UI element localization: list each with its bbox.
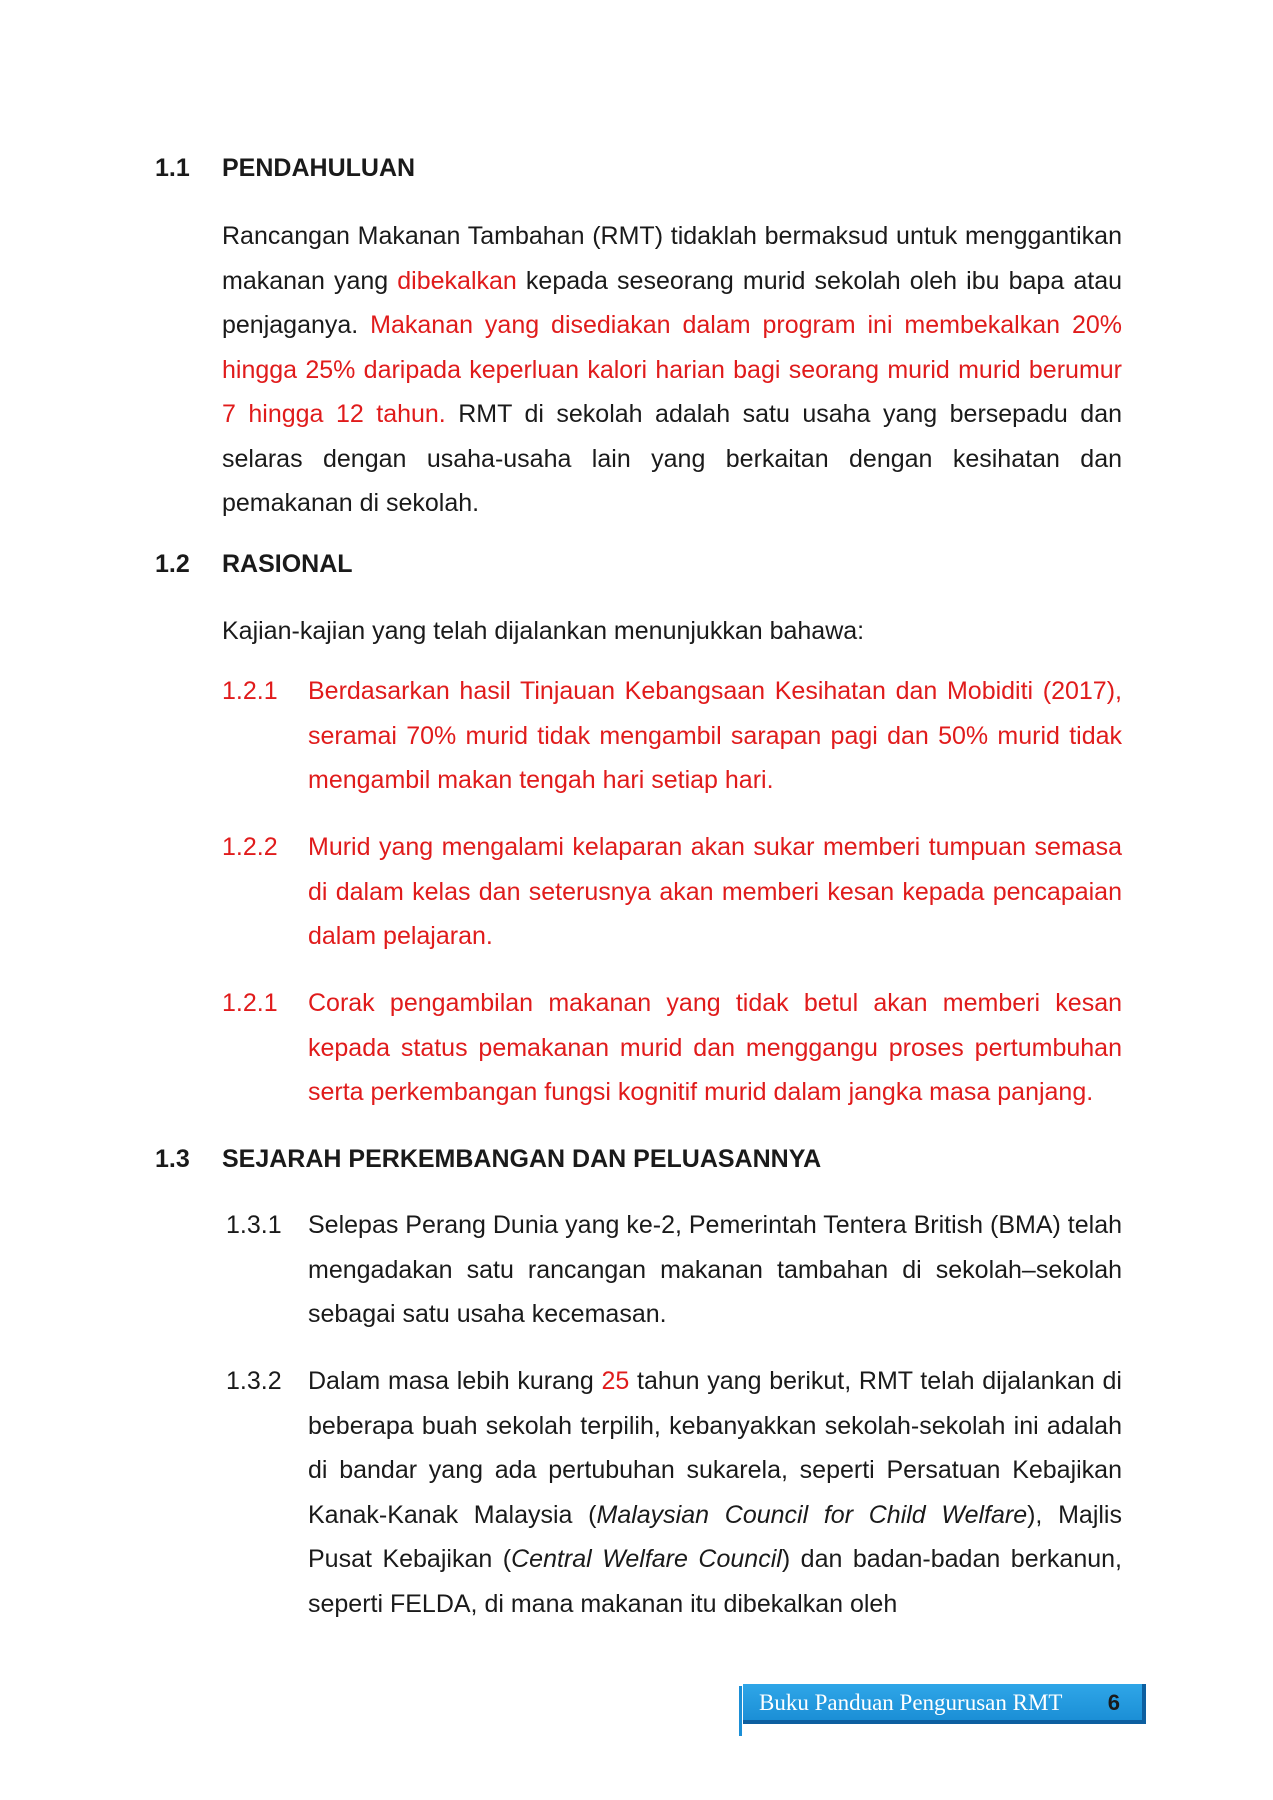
section-title: PENDAHULUAN [222, 154, 416, 182]
section-heading-1-2 [155, 549, 353, 579]
item-number: 1.2.1 [222, 677, 278, 705]
item-number: 1.2.1 [222, 989, 278, 1017]
italic-text: Central Welfare Council [511, 1545, 782, 1573]
section-number: 1.1 [155, 154, 190, 182]
italic-text: Malaysian Council for Child Welfare [596, 1500, 1028, 1529]
section-number: 1.3 [155, 1145, 190, 1173]
body-text: tahun yang berikut, RMT telah dijalankan di beberapa buah sekolah terpilih, kebanyakkan sekolah-sekolah ini adalah di bandar yang ada pertubuhan sukarela, seperti Persatuan Kebajikan Kanak-Kanak Malaysia ( [308, 1367, 1122, 1529]
list-item [222, 1359, 1122, 1626]
item-number: 1.3.1 [226, 1211, 282, 1239]
item-text: Selepas Perang Dunia yang ke-2, Pemerintah Tentera British (BMA) telah mengadakan satu rancangan makanan tambahan di sekolah–sekolah sebagai satu usaha kecemasan. [308, 1211, 1122, 1328]
item-number: 1.3.2 [226, 1367, 282, 1395]
highlighted-text: dibekalkan [397, 266, 517, 295]
body-text: Dalam masa lebih kurang [308, 1367, 602, 1395]
footer-accent [739, 1686, 742, 1736]
intro-paragraph [222, 214, 1122, 526]
list-item [222, 669, 1122, 803]
section-heading-1-1 [155, 153, 415, 183]
body-text: RMT di sekolah adalah satu usaha yang bersepadu dan selaras dengan usaha-usaha lain yang berkaitan dengan kesihatan dan pemakanan di sekolah. [222, 400, 1122, 517]
item-number: 1.2.2 [222, 833, 278, 861]
highlighted-text: 25 [601, 1367, 630, 1395]
item-text: Corak pengambilan makanan yang tidak betul akan memberi kesan kepada status pemakanan murid dan menggangu proses pertumbuhan serta perkembangan fungsi kognitif murid dalam jangka masa panjang. [308, 989, 1122, 1106]
list-item [222, 1203, 1122, 1337]
section-title: RASIONAL [222, 550, 353, 578]
footer-banner [743, 1684, 1146, 1724]
section-number: 1.2 [155, 550, 190, 578]
body-text: ), Majlis Pusat Kebajikan ( [308, 1500, 1122, 1573]
body-text: Rancangan Makanan Tambahan (RMT) tidaklah bermaksud untuk menggantikan makanan yang [222, 222, 1122, 295]
footer-title: Buku Panduan Pengurusan RMT [759, 1690, 1063, 1715]
section-title: SEJARAH PERKEMBANGAN DAN PELUASANNYA [222, 1145, 822, 1173]
rasional-intro: Kajian-kajian yang telah dijalankan menunjukkan bahawa: [222, 617, 865, 645]
item-text: Berdasarkan hasil Tinjauan Kebangsaan Kesihatan dan Mobiditi (2017), seramai 70% murid tidak mengambil sarapan pagi dan 50% murid tidak mengambil makan tengah hari setiap hari. [308, 677, 1122, 794]
body-text: kepada seseorang murid sekolah oleh ibu bapa atau penjaganya. [222, 266, 1123, 339]
item-text [308, 1359, 1122, 1626]
body-text: ) dan badan-badan berkanun, seperti FELDA, di mana makanan itu dibekalkan oleh [308, 1545, 1122, 1618]
section-heading-1-3 [155, 1144, 821, 1174]
item-text: Murid yang mengalami kelaparan akan sukar memberi tumpuan semasa di dalam kelas dan seterusnya akan memberi kesan kepada pencapaian dalam pelajaran. [308, 833, 1122, 950]
highlighted-text: Makanan yang disediakan dalam program ini membekalkan 20% hingga 25% daripada keperluan kalori harian bagi seorang murid murid berumur 7 hingga 12 tahun. [222, 311, 1122, 428]
page-footer [739, 1684, 1146, 1728]
list-item [222, 981, 1122, 1115]
page-number: 6 [1107, 1690, 1120, 1715]
list-item [222, 825, 1122, 959]
